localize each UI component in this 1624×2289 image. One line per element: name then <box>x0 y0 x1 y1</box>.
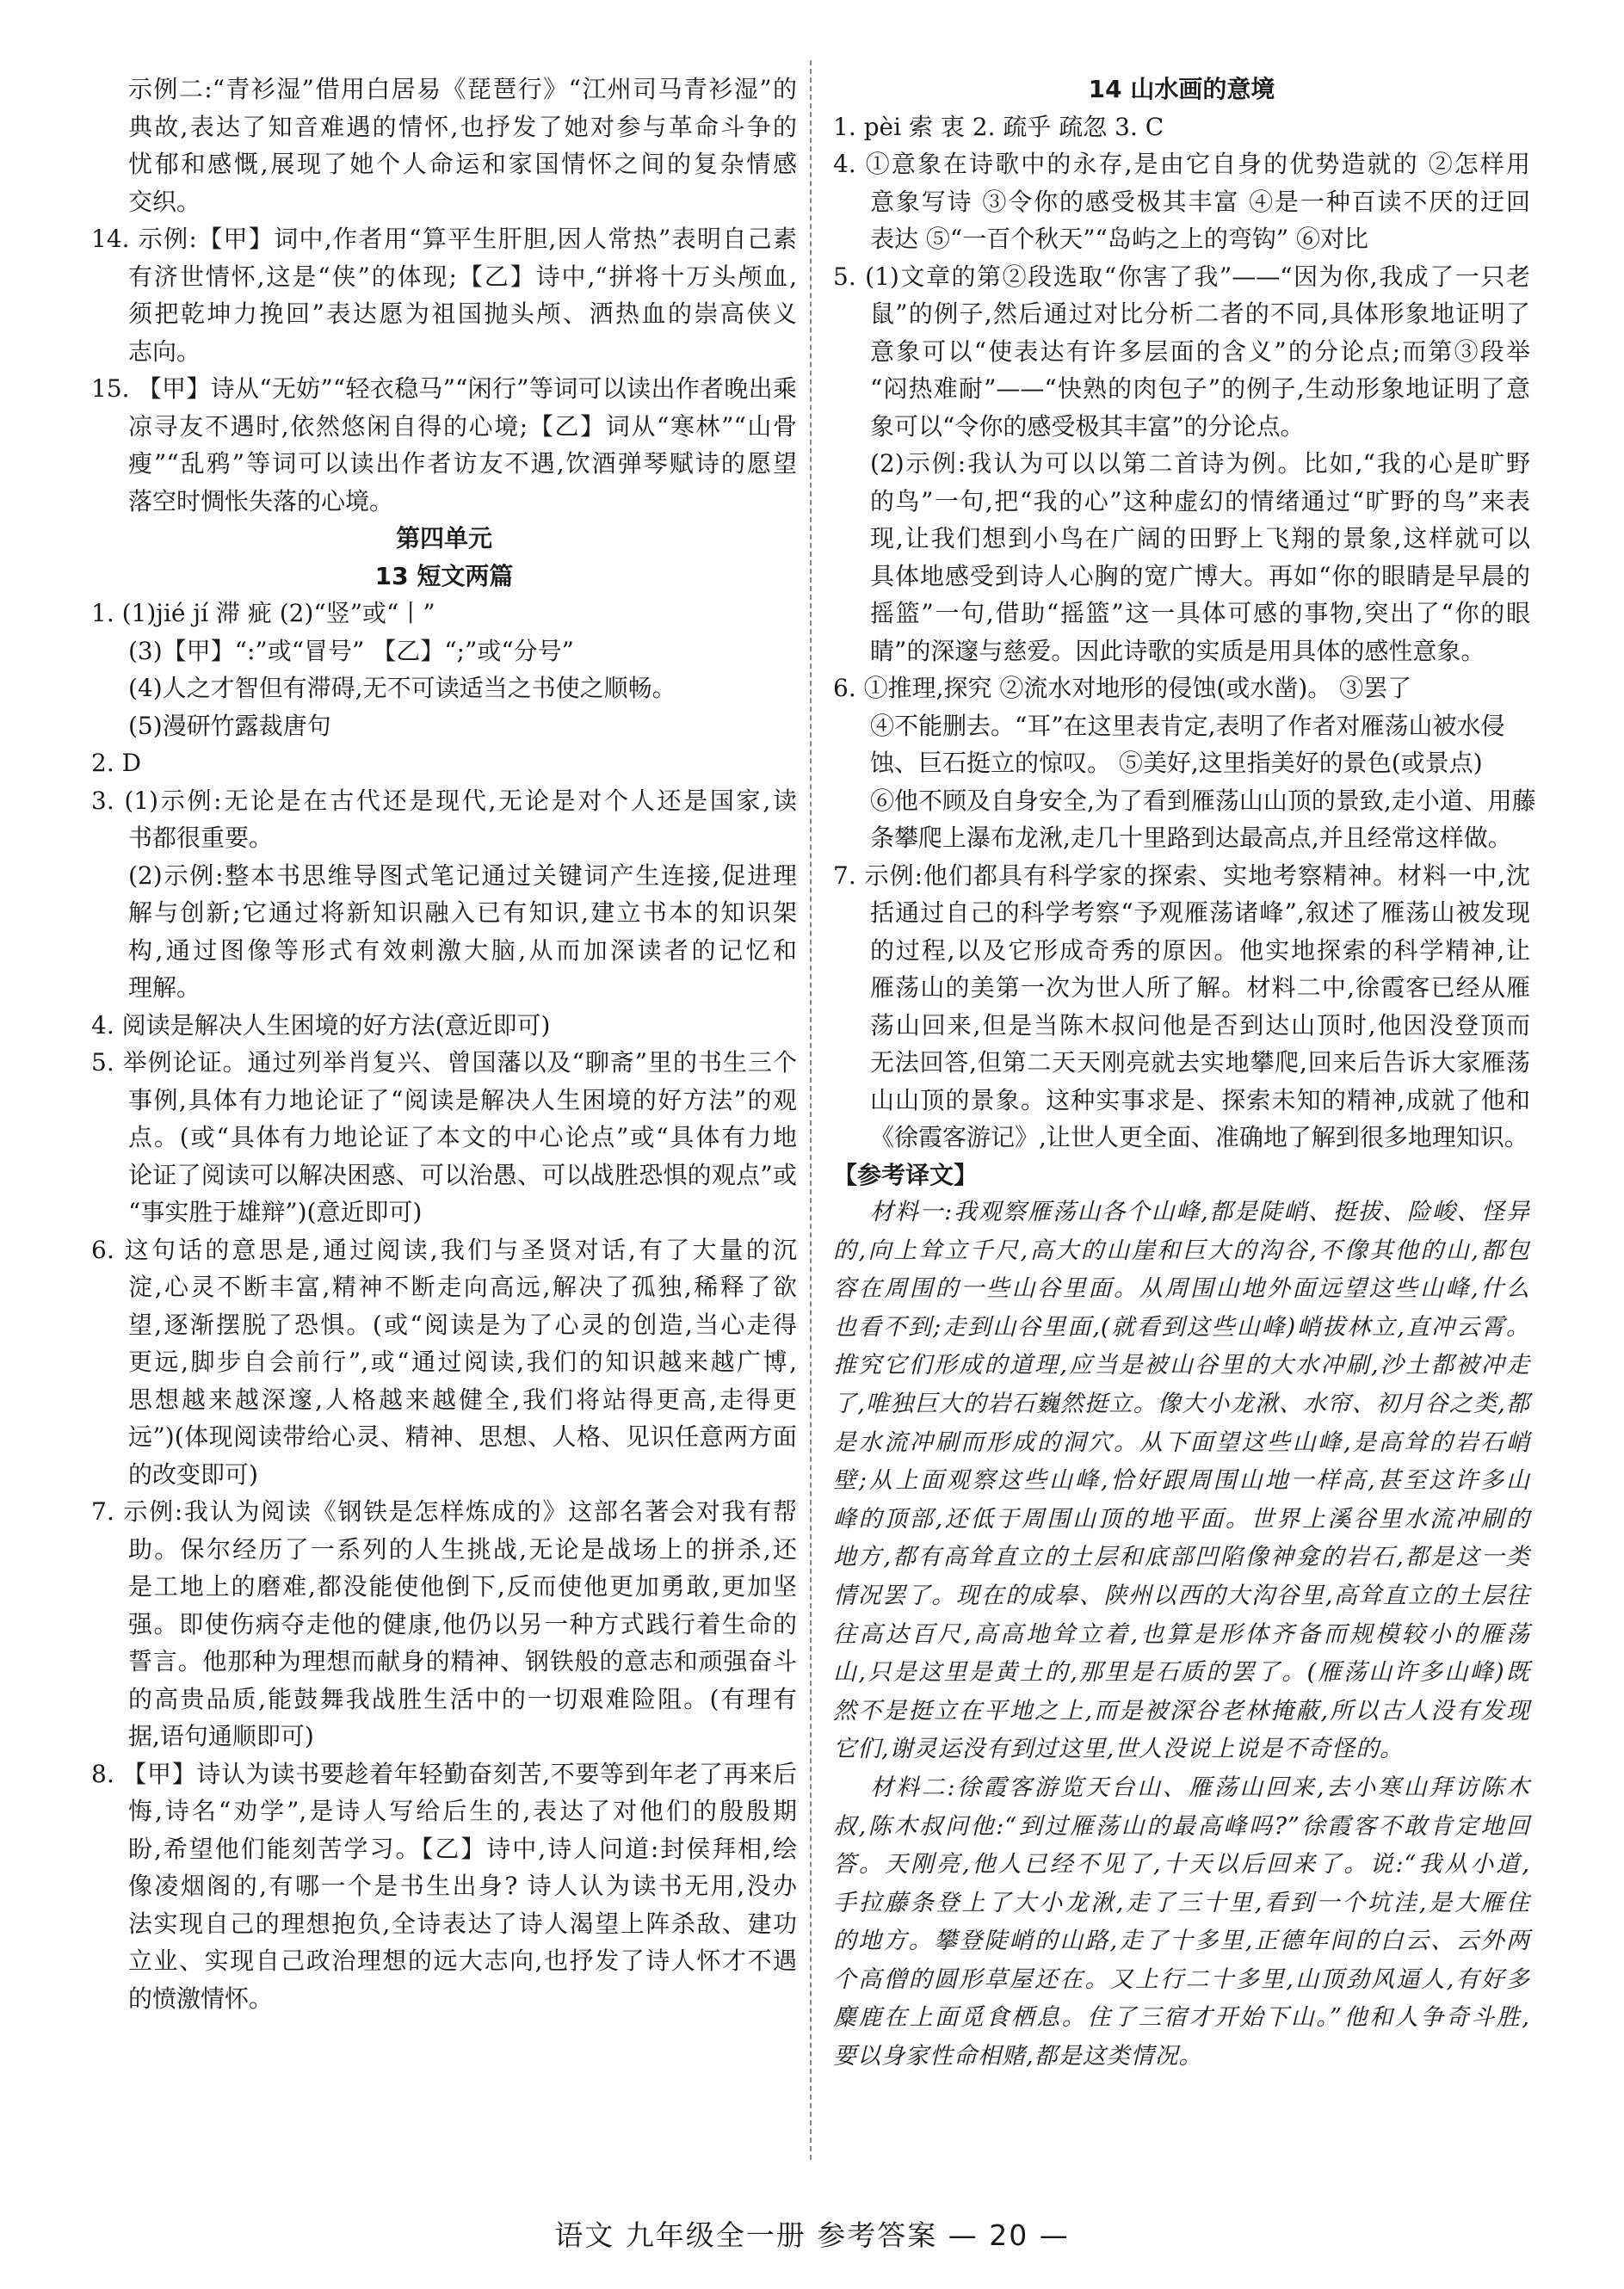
text-line: 落空时惆怅失落的心境。 <box>128 486 394 515</box>
text-line: 4. 阅读是解决人生困境的好方法(意近即可) <box>91 1010 551 1040</box>
text-line: 括通过自己的科学考察“予观雁荡诸峰”,叙述了雁荡山被发现 <box>870 898 1530 927</box>
text-line: (3)【甲】“:”或“冒号” 【乙】“;”或“分号” <box>128 636 574 665</box>
text-line: 的,向上耸立千尺,高大的山崖和巨大的沟谷,不像其他的山,都包 <box>833 1237 1530 1264</box>
text-line: 论证了阅读可以解决困惑、可以治愚、可以战胜恐惧的观点”或 <box>128 1160 797 1189</box>
text-line: 然不是挺立在平地之上,而是被深谷老林掩蔽,所以古人没有发现 <box>833 1697 1530 1724</box>
text-line: (4)人之才智但有滞碍,无不可读适当之书使之顺畅。 <box>128 674 676 702</box>
text-line: 14. 示例:【甲】词中,作者用“算平生肝胆,因人常热”表明自己素 <box>91 225 797 253</box>
text-line: 凉寻友不遇时,依然悠闲自得的心境;【乙】词从“寒林”“山骨 <box>128 411 797 441</box>
text-line: 典故,表达了知音难遇的情怀,也抒发了她对参与革命斗争的 <box>128 112 797 141</box>
text-line: 的愤激情怀。 <box>128 1984 274 2013</box>
text-line: 忧郁和感慨,展现了她个人命运和家国情怀之间的复杂情感 <box>128 150 797 178</box>
text-line: 材料一:我观察雁荡山各个山峰,都是陡峭、挺拔、险峻、怪异 <box>870 1199 1530 1225</box>
text-line: 睛”的深邃与慈爱。因此诗歌的实质是用具体的感性意象。 <box>870 636 1485 665</box>
text-line: 书都很重要。 <box>128 824 274 852</box>
text-line: 叔,陈木叔问他:“到过雁荡山的最高峰吗?”徐霞客不敢肯定地回 <box>833 1812 1530 1840</box>
right-column <box>833 71 1536 2076</box>
text-line: 6. 这句话的意思是,通过阅读,我们与圣贤对话,有了大量的沉 <box>91 1235 797 1264</box>
text-line: 的地方。攀登陡峭的山路,走了十多里,正德年间的白云、云外两 <box>833 1928 1530 1955</box>
section-heading: 13 短文两篇 <box>374 561 514 590</box>
text-line: 表达 ⑤“一百个秋天”“岛屿之上的弯钩” ⑥对比 <box>870 225 1369 253</box>
text-line: 像凌烟阁的,有哪一个是书生出身? 诗人认为读书无用,没办 <box>128 1872 797 1900</box>
text-line: (2)示例:我认为可以以第二首诗为例。比如,“我的心是旷野 <box>870 449 1530 478</box>
text-line: 峰的顶部,还低于周围山顶的地平面。世界上溪谷里水流冲刷的 <box>833 1505 1530 1533</box>
text-line: 的高贵品质,能鼓舞我战胜生活中的一切艰难险阻。(有理有 <box>128 1684 797 1713</box>
text-line: 材料二:徐霞客游览天台山、雁荡山回来,去小寒山拜访陈木 <box>870 1774 1530 1801</box>
text-line: 意象写诗 ③令你的感受极其丰富 ④是一种百读不厌的迂回 <box>870 187 1530 216</box>
text-line: 它们,谢灵运没有到过这里,世人没说上说是不奇怪的。 <box>833 1736 1405 1763</box>
text-line: 雁荡山的美第一次为世人所了解。材料二中,徐霞客已经从雁 <box>870 973 1530 1002</box>
section-heading: 第四单元 <box>395 524 492 552</box>
section-heading: 14 山水画的意境 <box>1088 75 1275 103</box>
text-line: 麋鹿在上面觅食栖息。住了三宿才开始下山。”他和人争奇斗胜, <box>833 2004 1530 2032</box>
text-line: 是工地上的磨难,都没能使他倒下,反而使他更加勇敢,更加坚 <box>128 1572 797 1601</box>
text-line: 须把乾坤力挽回”表达愿为祖国抛头颅、洒热血的崇高侠义 <box>128 299 797 328</box>
text-line: 5. (1)文章的第②段选取“你害了我”——“因为你,我成了一只老 <box>833 262 1530 291</box>
text-line: 蚀、巨石挺立的惊叹。 ⑤美好,这里指美好的景色(或景点) <box>870 749 1483 777</box>
answers-block <box>833 71 1536 1157</box>
text-line: 3. (1)示例:无论是在古代还是现代,无论是对个人还是国家,读 <box>91 786 797 815</box>
text-line: 答。天刚亮,他人已经不见了,十天以后回来了。说:“我从小道, <box>833 1851 1530 1879</box>
text-line: 象可以“令你的感受极其丰富”的分论点。 <box>870 411 1305 441</box>
text-line: 无法回答,但第二天天刚亮就去实地攀爬,回来后告诉大家雁荡 <box>870 1048 1530 1077</box>
text-line: 山,只是这里是黄土的,那里是石质的罢了。(雁荡山许多山峰)既 <box>833 1659 1530 1687</box>
text-line: 摇篮”一句,借助“摇篮”这一具体可感的事物,突出了“你的眼 <box>870 599 1530 627</box>
text-line: 点。(或“具体有力地论证了本文的中心论点”或“具体有力地 <box>128 1123 797 1151</box>
text-line: 情况罢了。现在的成皋、陕州以西的大沟谷里,高耸直立的土层往 <box>833 1582 1530 1609</box>
text-line: “事实胜于雄辩”)(意近即可) <box>128 1198 423 1226</box>
text-line: 的改变即可) <box>128 1459 258 1489</box>
left-column <box>91 71 797 2017</box>
text-line: 也看不到;走到山谷里面,(就看到这些山峰)峭拔林立,直冲云霄。 <box>833 1313 1530 1341</box>
text-line: 山山顶的景象。这种实事求是、探索未知的精神,成就了他和 <box>870 1085 1530 1114</box>
text-line: 远”)(体现阅读带给心灵、精神、思想、人格、见识任意两方面 <box>128 1422 797 1451</box>
text-line: 8. 【甲】诗认为读书要趁着年轻勤奋刻苦,不要等到年老了再来后 <box>91 1759 797 1788</box>
text-line: 淀,心灵不断丰富,精神不断走向高远,解决了孤独,稀释了欲 <box>128 1273 797 1301</box>
text-line: 据,语句通顺即可) <box>128 1722 314 1750</box>
text-line: 4. ①意象在诗歌中的永存,是由它自身的优势造就的 ②怎样用 <box>833 150 1530 178</box>
text-line: 现,让我们想到小鸟在广阔的田野上飞翔的景象,这样就可以 <box>870 524 1530 552</box>
text-line: 事例,具体有力地论证了“阅读是解决人生困境的好方法”的观 <box>128 1085 797 1114</box>
text-line: 具体地感受到诗人心胸的宽广博大。再如“你的眼睛是早晨的 <box>870 561 1530 590</box>
text-line: 壁;从上面观察这些山峰,恰好跟周围山地一样高,甚至这许多山 <box>833 1467 1530 1495</box>
text-line: 条攀爬上瀑布龙湫,走几十里路到达最高点,并且经常这样做。 <box>870 824 1512 852</box>
text-line: “闷热难耐”——“快熟的肉包子”的例子,生动形象地证明了意 <box>870 374 1530 403</box>
text-line: 了,唯独巨大的岩石巍然挺立。像大小龙湫、水帘、初月谷之类,都 <box>833 1390 1530 1417</box>
text-line: 构,通过图像等形式有效刺激大脑,从而加深读者的记忆和 <box>128 935 797 965</box>
text-line: 荡山回来,但是当陈木叔问他是否到达山顶时,他因没登顶而 <box>870 1010 1530 1040</box>
text-line: 有济世情怀,这是“侠”的体现;【乙】诗中,“拼将十万头颅血, <box>128 262 797 291</box>
text-line: 理解。 <box>128 973 201 1002</box>
text-line: 往高达百尺,高高地耸立着,也算是形体齐备而规模较小的雁荡 <box>833 1620 1530 1648</box>
text-line: 意象可以“使表达有许多层面的含义”的分论点;而第③段举 <box>870 336 1530 366</box>
text-line: 望,逐渐摆脱了恐惧。(或“阅读是为了心灵的创造,当心走得 <box>128 1310 797 1339</box>
text-line: 手拉藤条登上了大小龙湫,走了三十里,看到一个坑洼,是大雁住 <box>833 1889 1530 1916</box>
text-line: 助。保尔经历了一系列的人生挑战,无论是战场上的拼杀,还 <box>128 1534 797 1564</box>
text-line: 《徐霞客游记》,让世人更全面、准确地了解到很多地理知识。 <box>870 1123 1528 1151</box>
text-line: 交织。 <box>128 187 201 216</box>
text-line: 的过程,以及它形成奇秀的原因。他实地探索的科学精神,让 <box>870 935 1530 965</box>
text-line: 立业、实现自己政治理想的远大志向,也抒发了诗人怀才不遇 <box>128 1947 797 1975</box>
page-footer: 语文 九年级全一册 参考答案 — 20 — <box>554 2218 1070 2252</box>
reference-translation-title: 【参考译文】 <box>833 1160 979 1189</box>
text-line: 6. ①推理,探究 ②流水对地形的侵蚀(或水凿)。 ③罢了 <box>833 674 1412 702</box>
text-line: 要以身家性命相赌,都是这类情况。 <box>833 2043 1203 2070</box>
column-divider <box>810 60 812 2160</box>
text-line: 7. 示例:他们都具有科学家的探索、实地考察精神。材料一中,沈 <box>833 861 1530 890</box>
text-line: 强。即使伤病夺走他的健康,他仍以另一种方式践行着生命的 <box>128 1609 797 1638</box>
text-line: (2)示例:整本书思维导图式笔记通过关键词产生连接,促进理 <box>128 861 797 890</box>
text-line: 2. D <box>91 749 142 777</box>
text-line: 瘦”“乱鸦”等词可以读出作者访友不遇,饮酒弹琴赋诗的愿望 <box>128 449 797 478</box>
text-line: 是水流冲刷而形成的洞穴。从下面望这些山峰,是高耸的岩石峭 <box>833 1428 1530 1456</box>
text-line: 解与创新;它通过将新知识融入已有知识,建立书本的知识架 <box>128 898 797 927</box>
text-line: 更远,脚步自会前行”,或“通过阅读,我们的知识越来越广博, <box>128 1348 797 1376</box>
text-line: ④不能删去。“耳”在这里表肯定,表明了作者对雁荡山被水侵 <box>870 711 1505 740</box>
text-line: 鼠”的例子,然后通过对比分析二者的不同,具体形象地证明了 <box>870 299 1530 328</box>
text-line: (5)漫研竹露裁唐句 <box>128 711 331 740</box>
text-line: 法实现自己的理想抱负,全诗表达了诗人渴望上阵杀敌、建功 <box>128 1909 797 1938</box>
text-line: 的鸟”一句,把“我的心”这种虚幻的情绪通过“旷野的鸟”来表 <box>870 486 1530 515</box>
text-line: 15. 【甲】诗从“无妨”“轻衣稳马”“闲行”等词可以读出作者晚出乘 <box>91 374 797 403</box>
text-line: 地方,都有高耸直立的土层和底部凹陷像神龛的岩石,都是这一类 <box>833 1544 1530 1571</box>
reference-translation <box>833 1194 1530 2076</box>
text-line: 推究它们形成的道理,应当是被山谷里的大水冲刷,沙土都被冲走 <box>833 1352 1530 1379</box>
text-line: 容在周围的一些山谷里面。从周围山地外面远望这些山峰,什么 <box>833 1275 1530 1303</box>
text-line: 盼,希望他们能刻苦学习。【乙】诗中,诗人问道:封侯拜相,绘 <box>128 1834 797 1863</box>
text-line: 示例二:“青衫湿”借用白居易《琵琶行》“江州司马青衫湿”的 <box>128 75 797 103</box>
text-line: 悔,诗名“劝学”,是诗人写给后生的,表达了对他们的殷殷期 <box>128 1797 797 1825</box>
text-line: 1. pèi 索 衷 2. 疏乎 疏忽 3. C <box>833 112 1164 141</box>
text-line: 志向。 <box>128 336 201 366</box>
text-line: 誓言。他那种为理想而献身的精神、钢铁般的意志和顽强奋斗 <box>128 1647 797 1675</box>
text-line: 5. 举例论证。通过列举肖复兴、曾国藩以及“聊斋”里的书生三个 <box>91 1048 797 1077</box>
text-line: 思想越来越深邃,人格越来越健全,我们将站得更高,走得更 <box>128 1385 797 1414</box>
text-line: 7. 示例:我认为阅读《钢铁是怎样炼成的》这部名著会对我有帮 <box>91 1497 797 1526</box>
text-line: 1. (1)jié jí 滞 疵 (2)“竖”或“丨” <box>91 599 435 627</box>
text-line: 个高僧的圆形草屋还在。又上行二十多里,山顶劲风逼人,有好多 <box>833 1965 1530 1993</box>
text-line: ⑥他不顾及自身安全,为了看到雁荡山山顶的景致,走小道、用藤 <box>870 786 1536 815</box>
